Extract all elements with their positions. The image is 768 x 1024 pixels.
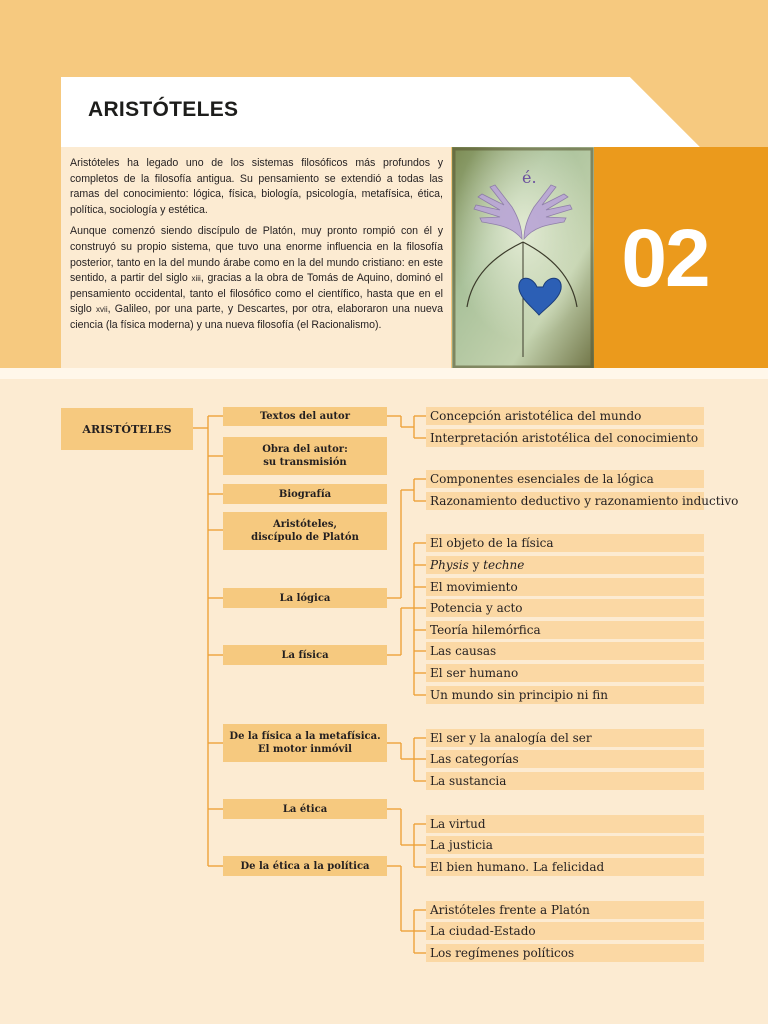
topic-biografia: Biografía: [223, 484, 387, 504]
svg-text:é.: é.: [522, 168, 537, 187]
topic-etica-a-politica: De la ética a la política: [223, 856, 387, 876]
topic-la-fisica: La física: [223, 645, 387, 665]
intro-paragraph-2: Aunque comenzó siendo discípulo de Platón, muy pronto rompió con él y construyó su propio sistema, que tuvo una enorme influencia en la filosofía posterior, tanto en la del mundo árabe como en la del mundo cristiano: en este sentido, a partir del siglo xiii, gracias a la obra de Tomás de Aquino, dominó el pensamiento occidental, tanto el filosófico como el científico, hasta que en el siglo xvii, Galileo, por una parte, y Descartes, por otra, elaboraron una nueva ciencia (la física moderna) y una nueva filosofía (el Racionalismo).: [70, 225, 444, 331]
subtopic-ser-humano: El ser humano: [426, 664, 704, 682]
subtopic-interpretacion-del-conocimiento: Interpretación aristotélica del conocimiento: [426, 429, 704, 447]
intro-paragraph-1: Aristóteles ha legado uno de los sistemas filosóficos más profundos y completos de la filosofía antigua. Su pensamiento se extendió a todas las ramas del conocimiento: lógica, física, biología, psicología, metafísica, ética, política, sociología y estética.: [70, 157, 443, 216]
subtopic-physis-techne: Physis y techne: [426, 556, 704, 574]
subtopic-regimenes-politicos: Los regímenes políticos: [426, 944, 704, 962]
subtopic-categorias: Las categorías: [426, 750, 704, 768]
subtopic-bien-humano: El bien humano. La felicidad: [426, 858, 704, 876]
subtopic-causas: Las causas: [426, 642, 704, 660]
concept-map-root: ARISTÓTELES: [61, 408, 193, 450]
subtopic-sustancia: La sustancia: [426, 772, 704, 790]
subtopic-hilemorfica: Teoría hilemórfica: [426, 621, 704, 639]
subtopic-ser-analogia: El ser y la analogía del ser: [426, 729, 704, 747]
subtopic-virtud: La virtud: [426, 815, 704, 833]
subtopic-ciudad-estado: La ciudad-Estado: [426, 922, 704, 940]
page-title: ARISTÓTELES: [88, 98, 239, 121]
topic-la-logica: La lógica: [223, 588, 387, 608]
subtopic-movimiento: El movimiento: [426, 578, 704, 596]
topic-fisica-a-metafisica: De la física a la metafísica. El motor inmóvil: [223, 724, 387, 762]
topic-obra-del-autor: Obra del autor: su transmisión: [223, 437, 387, 475]
subtopic-mundo-sin-principio: Un mundo sin principio ni fin: [426, 686, 704, 704]
topic-discipulo-de-platon: Aristóteles, discípulo de Platón: [223, 512, 387, 550]
subtopic-razonamiento: Razonamiento deductivo y razonamiento inductivo: [426, 492, 704, 510]
subtopic-concepcion-del-mundo: Concepción aristotélica del mundo: [426, 407, 704, 425]
subtopic-justicia: La justicia: [426, 836, 704, 854]
subtopic-objeto-fisica: El objeto de la física: [426, 534, 704, 552]
subtopic-componentes-logica: Componentes esenciales de la lógica: [426, 470, 704, 488]
subtopic-potencia-acto: Potencia y acto: [426, 599, 704, 617]
chapter-number: 02: [621, 213, 709, 304]
topic-textos-del-autor: Textos del autor: [223, 407, 387, 426]
topic-la-etica: La ética: [223, 799, 387, 819]
subtopic-frente-a-platon: Aristóteles frente a Platón: [426, 901, 704, 919]
